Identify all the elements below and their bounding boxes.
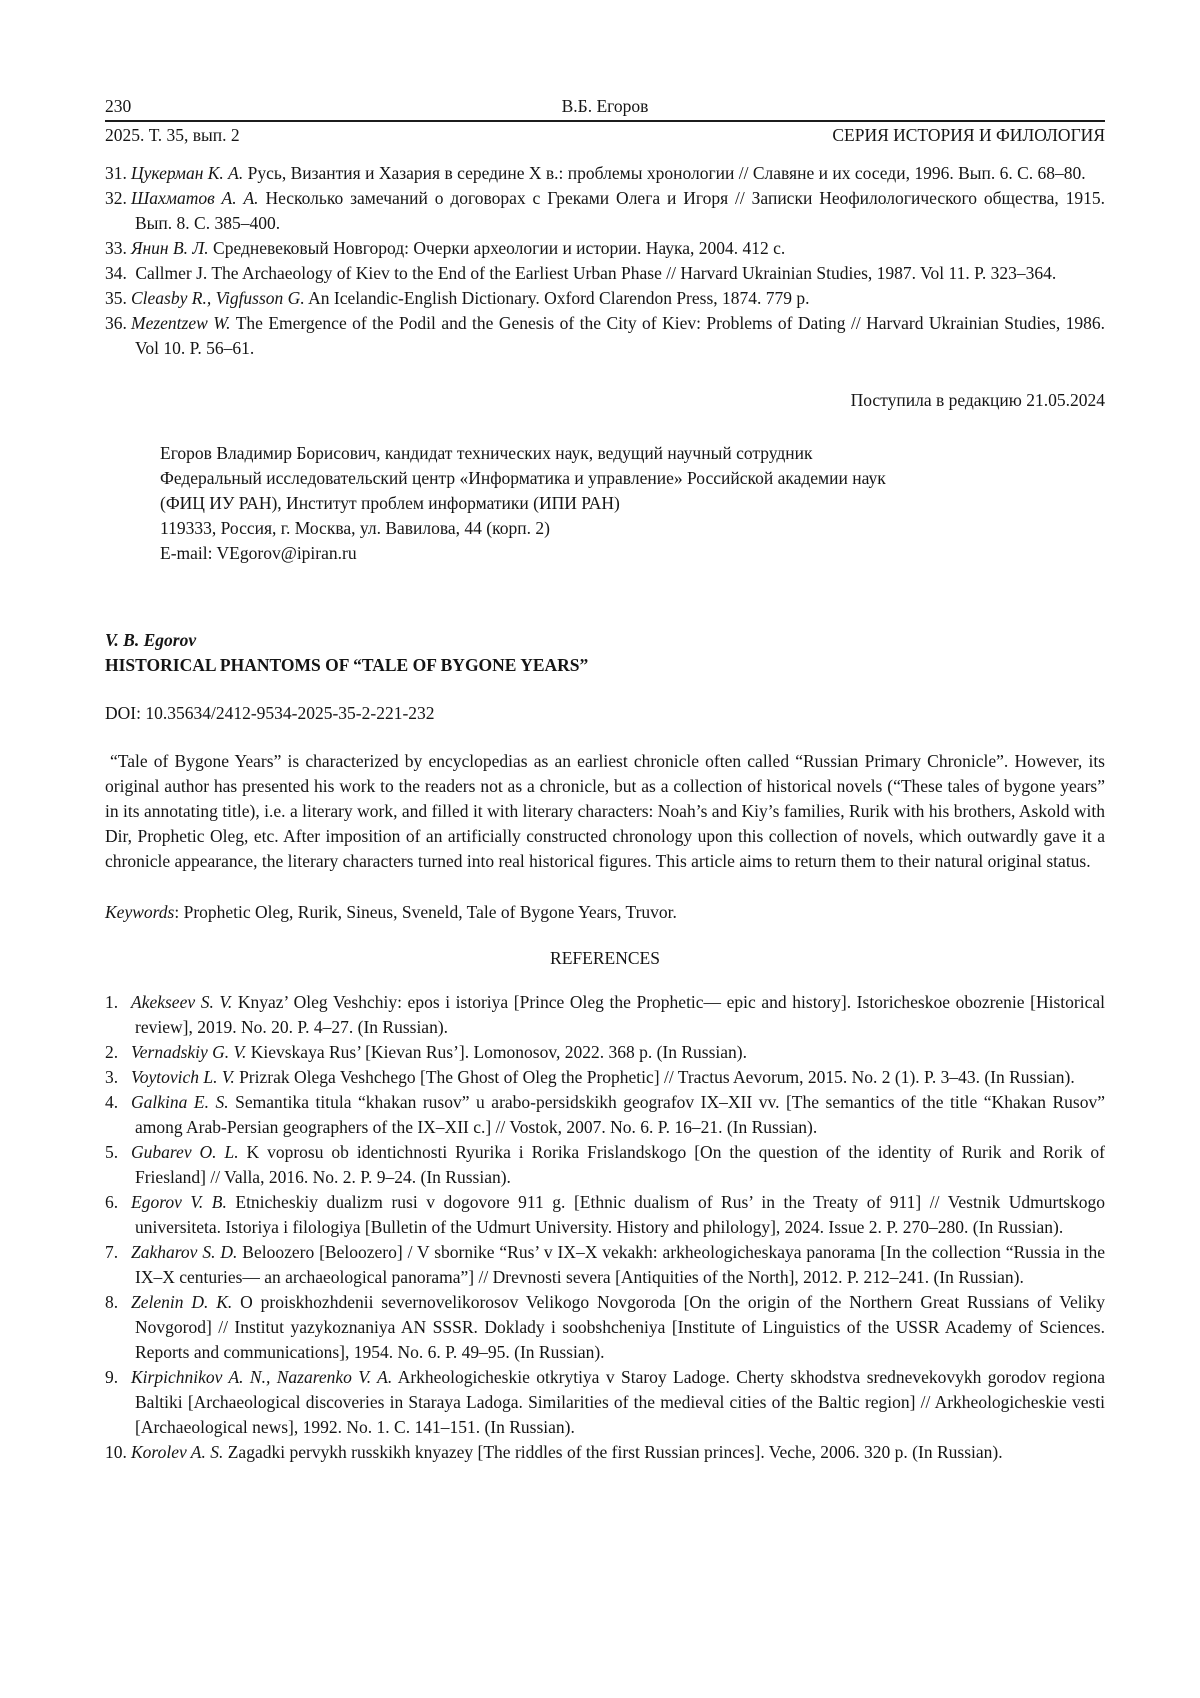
reference-number: 9. (105, 1367, 119, 1387)
reference-text: Средневековый Новгород: Очерки археологии и истории. Наука, 2004. 412 с. (213, 238, 786, 258)
reference-author: Galkina E. S. (131, 1092, 229, 1112)
author-info-line: (ФИЦ ИУ РАН), Институт проблем информатики (ИПИ РАН) (160, 493, 620, 513)
reference-number: 33. (105, 238, 127, 258)
author-info-block (160, 441, 1105, 566)
reference-text: Несколько замечаний о договорах с Греками Олега и Игоря // Записки Неофилологического общества, 1915. Вып. 8. С. 385–400. (135, 188, 1106, 233)
reference-number: 2. (105, 1042, 119, 1062)
reference-item (105, 286, 1105, 311)
author-info-line: E-mail: VEgorov@ipiran.ru (160, 543, 357, 563)
reference-text: Arkheologicheskie otkrytiya v Staroy Ladoge. Cherty skhodstva srednevekovykh gorodov regiona Baltiki [Archaeological discoveries in Staraya Ladoga. Similarities of the medieval cities of the Baltic region] // Arkheologicheskie vesti [Archaeological news], 1992. No. 1. C. 141–151. (In Russian). (135, 1367, 1105, 1437)
author-info-line: Егоров Владимир Борисович, кандидат технических наук, ведущий научный сотрудник (160, 443, 813, 463)
references-ru-list (105, 161, 1105, 361)
reference-number: 3. (105, 1067, 119, 1087)
reference-text: An Icelandic-English Dictionary. Oxford Clarendon Press, 1874. 779 p. (308, 288, 810, 308)
reference-author: Vernadskiy G. V. (131, 1042, 247, 1062)
header-issue-row (105, 123, 1105, 148)
reference-text: Semantika titula “khakan rusov” u arabo-persidskikh geografov IX–XII vv. [The semantics of the title “Khakan Rusov” among Arab-Persian geographers of the IX–XII c.] // Vostok, 2007. No. 6. P. 16–21. (In Russian). (135, 1092, 1105, 1137)
references-heading: REFERENCES (550, 948, 660, 968)
reference-item (105, 161, 1105, 186)
header-rule (105, 120, 1105, 122)
reference-text: Etnicheskiy dualizm rusi v dogovore 911 g. [Ethnic dualism of Rus’ in the Treaty of 911] // Vestnik Udmurtskogo universiteta. Istoriya i filologiya [Bulletin of the Udmurt University. History and philology], 2024. Issue 2. P. 270–280. (In Russian). (135, 1192, 1106, 1237)
reference-item (105, 1190, 1105, 1240)
reference-author: Zakharov S. D. (131, 1242, 238, 1262)
reference-number: 1. (105, 992, 119, 1012)
author-name-en: V. B. Egorov (105, 630, 197, 650)
reference-author: Akekseev S. V. (131, 992, 233, 1012)
reference-item (105, 261, 1105, 286)
abstract-text: “Tale of Bygone Years” is characterized by encyclopedias as an earliest chronicle often called “Russian Primary Chronicle”. However, its original author has presented his work to the readers not as a chronicle, but as a collection of historical novels (“These tales of bygone years” in its annotating title), i.e. a literary work, and filled it with literary characters: Noah’s and Kiy’s families, Rurik with his brothers, Askold with Dir, Prophetic Oleg, etc. After imposition of an artificially constructed chronology upon this collection of novels, which outwardly gave it a chronicle appearance, the literary characters turned into real historical figures. This article aims to return them to their natural original status. (105, 751, 1105, 871)
reference-text: Prizrak Olega Veshchego [The Ghost of Oleg the Prophetic] // Tractus Aevorum, 2015. No. 2 (1). P. 3–43. (In Russian). (239, 1067, 1075, 1087)
reference-author: Gubarev O. L. (131, 1142, 239, 1162)
reference-number: 34. (105, 263, 127, 283)
reference-item (105, 311, 1105, 361)
author-info-line: 119333, Россия, г. Москва, ул. Вавилова, 44 (корп. 2) (160, 518, 550, 538)
reference-item (105, 1065, 1105, 1090)
reference-number: 31. (105, 163, 127, 183)
keywords-line (105, 900, 1105, 925)
reference-text: The Emergence of the Podil and the Genesis of the City of Kiev: Problems of Dating // Harvard Ukrainian Studies, 1986. Vol 10. P. 56–61. (135, 313, 1105, 358)
series-title: СЕРИЯ ИСТОРИЯ И ФИЛОЛОГИЯ (832, 125, 1105, 145)
reference-text: Knyaz’ Oleg Veshchiy: epos i istoriya [Prince Oleg the Prophetic— epic and history]. Istoricheskoe obozrenie [Historical review], 2019. No. 20. P. 4–27. (In Russian). (135, 992, 1105, 1037)
reference-number: 35. (105, 288, 127, 308)
reference-author: Kirpichnikov A. N., Nazarenko V. A. (131, 1367, 393, 1387)
volume-issue-info: 2025. Т. 35, вып. 2 (105, 125, 240, 145)
reference-text: Kievskaya Rus’ [Kievan Rus’]. Lomonosov, 2022. 368 p. (In Russian). (250, 1042, 747, 1062)
received-date: Поступила в редакцию 21.05.2024 (850, 390, 1105, 410)
references-en-list (105, 990, 1105, 1465)
reference-number: 6. (105, 1192, 119, 1212)
reference-number: 5. (105, 1142, 119, 1162)
article-title-en: HISTORICAL PHANTOMS OF “TALE OF BYGONE YEARS” (105, 655, 589, 675)
reference-number: 10. (105, 1442, 127, 1462)
reference-item (105, 186, 1105, 236)
reference-author: Zelenin D. K. (131, 1292, 233, 1312)
reference-number: 7. (105, 1242, 119, 1262)
page-header (105, 94, 1105, 119)
reference-item (105, 1440, 1105, 1465)
reference-author: Voytovich L. V. (131, 1067, 235, 1087)
reference-item (105, 236, 1105, 261)
reference-number: 8. (105, 1292, 119, 1312)
reference-item (105, 1140, 1105, 1190)
reference-author: Egorov V. B. (131, 1192, 227, 1212)
reference-text: O proiskhozhdenii severnovelikorosov Velikogo Novgoroda [On the origin of the Northern Great Russians of Veliky Novgorod] // Institut yazykoznaniya AN SSSR. Doklady i soobshcheniya [Institute of Linguistics of the USSR Academy of Sciences. Reports and communications], 1954. No. 6. P. 49–95. (In Russian). (135, 1292, 1105, 1362)
reference-item (105, 990, 1105, 1040)
reference-text: Zagadki pervykh russkikh knyazey [The riddles of the first Russian princes]. Veche, 2006. 320 p. (In Russian). (227, 1442, 1003, 1462)
reference-text: Beloozero [Beloozero] / V sbornike “Rus’ v IX–X vekakh: arkheologicheskaya panorama [In the collection “Russia in the IX–X centuries— an archaeological panorama”] // Drevnosti severa [Antiquities of the North], 2012. P. 212–241. (In Russian). (135, 1242, 1105, 1287)
reference-text: Русь, Византия и Хазария в середине X в.: проблемы хронологии // Славяне и их соседи, 1996. Вып. 6. С. 68–80. (247, 163, 1086, 183)
page-number: 230 (105, 96, 132, 116)
reference-item (105, 1290, 1105, 1365)
reference-text: K voprosu ob identichnosti Ryurika i Rorika Frislandskogo [On the question of the identity of Rurik and Rorik of Friesland] // Valla, 2016. No. 2. P. 9–24. (In Russian). (135, 1142, 1105, 1187)
keywords-label: Keywords (105, 902, 175, 922)
author-info-line: Федеральный исследовательский центр «Информатика и управление» Российской академии наук (160, 468, 886, 488)
running-author: В.Б. Егоров (561, 96, 649, 116)
reference-author: Mezentzew W. (131, 313, 231, 333)
reference-author: Шахматов А. А. (131, 188, 259, 208)
reference-author: Цукерман К. А. (131, 163, 244, 183)
reference-number: 4. (105, 1092, 119, 1112)
reference-item (105, 1090, 1105, 1140)
reference-number: 32. (105, 188, 127, 208)
reference-author: Cleasby R., Vigfusson G. (131, 288, 305, 308)
reference-author: Янин В. Л. (131, 238, 209, 258)
reference-item (105, 1365, 1105, 1440)
reference-item (105, 1040, 1105, 1065)
reference-number: 36. (105, 313, 127, 333)
reference-text: Callmer J. The Archaeology of Kiev to the End of the Earliest Urban Phase // Harvard Ukrainian Studies, 1987. Vol 11. P. 323–364. (135, 263, 1057, 283)
keywords-text: : Prophetic Oleg, Rurik, Sineus, Sveneld, Tale of Bygone Years, Truvor. (174, 902, 677, 922)
reference-item (105, 1240, 1105, 1290)
doi-line: DOI: 10.35634/2412-9534-2025-35-2-221-232 (105, 703, 435, 723)
reference-author: Korolev A. S. (131, 1442, 224, 1462)
